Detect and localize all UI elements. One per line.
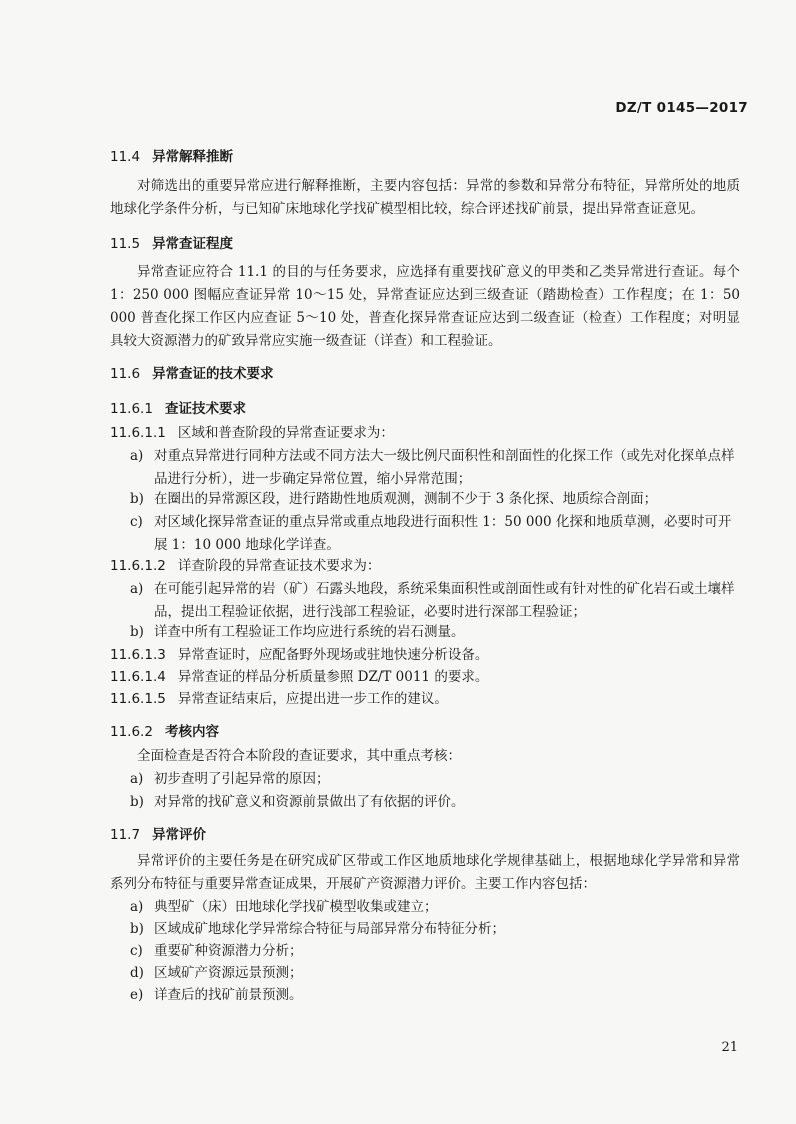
section-heading-11-7: [110, 823, 206, 843]
list-item: [130, 791, 742, 814]
list-marker: d): [130, 965, 144, 981]
list-item: [130, 918, 742, 941]
clause-number: 11.6.1.5: [110, 691, 166, 707]
clause-11-6-1-1: [110, 422, 742, 445]
list-item-text: 区域成矿地球化学异常综合特征与局部异常分布特征分析；: [154, 921, 505, 937]
section-number: 11.4: [110, 149, 141, 165]
section-title: 异常查证的技术要求: [152, 366, 274, 382]
section-title: 考核内容: [164, 724, 219, 740]
list-item-text: 在可能引起异常的岩（矿）石露头地段，系统采集面积性或剖面性或有针对性的矿化岩石或土壤样品，提出工程验证依据，进行浅部工程验证，必要时进行深部工程验证；: [154, 581, 735, 620]
section-heading-11-5: [110, 232, 233, 252]
section-11-7-paragraph: 异常评价的主要任务是在研究成矿区带或工作区地质地球化学规律基础上，根据地球化学异常和异常系列分布特征与重要异常查证成果，开展矿产资源潜力评价。主要工作内容包括：: [110, 853, 740, 892]
section-title: 查证技术要求: [164, 401, 246, 417]
list-item-text: 初步查明了引起异常的原因；: [154, 771, 330, 787]
list-item-text: 对异常的找矿意义和资源前景做出了有依据的评价。: [154, 794, 465, 810]
clause-number: 11.6.1.4: [110, 669, 166, 685]
section-heading-11-6: [110, 362, 274, 382]
list-item: [130, 984, 742, 1007]
clause-11-6-1-3: [110, 644, 742, 667]
list-marker: a): [130, 899, 144, 915]
list-item: [130, 940, 742, 963]
list-item: [130, 896, 742, 919]
list-marker: b): [130, 491, 144, 507]
section-11-4-paragraph: 对筛选出的重要异常应进行解释推断，主要内容包括：异常的参数和异常分布特征，异常所处的地质地球化学条件分析，与已知矿床地球化学找矿模型相比较，综合评述找矿前景，提出异常查证意见。: [110, 178, 740, 217]
list-item-text: 典型矿（床）田地球化学找矿模型收集或建立；: [154, 899, 438, 915]
list-marker: c): [130, 514, 143, 530]
section-11-6-2-intro: 全面检查是否符合本阶段的查证要求，其中重点考核：: [137, 748, 461, 764]
list-item-text: 对区域化探异常查证的重点异常或重点地段进行面积性 1：50 000 化探和地质草测，必要时可开展 1：10 000 地球化学详查。: [154, 514, 732, 553]
section-title: 异常查证程度: [152, 236, 234, 252]
list-item-text: 在圈出的异常源区段，进行踏勘性地质观测，测制不少于 3 条化探、地质综合剖面；: [154, 491, 658, 507]
section-number: 11.6.2: [110, 724, 153, 740]
list-item: [130, 621, 742, 644]
section-title: 异常解释推断: [152, 149, 234, 165]
section-heading-11-6-1: [110, 397, 246, 417]
clause-text: 区域和普查阶段的异常查证要求为：: [177, 425, 394, 441]
list-item-text: 详查后的找矿前景预测。: [154, 987, 303, 1003]
section-number: 11.7: [110, 827, 141, 843]
page-number: 21: [721, 1040, 738, 1055]
clause-11-6-1-2: [110, 555, 742, 578]
section-number: 11.5: [110, 236, 141, 252]
section-title: 异常评价: [152, 827, 207, 843]
clause-number: 11.6.1.3: [110, 647, 166, 663]
clause-text: 详查阶段的异常查证技术要求为：: [177, 558, 381, 574]
list-marker: a): [130, 581, 144, 597]
list-marker: c): [130, 943, 143, 959]
list-item: [130, 768, 742, 791]
clause-text: 异常查证时，应配备野外现场或驻地快速分析设备。: [177, 647, 489, 663]
clause-11-6-1-5: [110, 688, 742, 711]
section-number: 11.6: [110, 366, 141, 382]
list-marker: a): [130, 448, 144, 464]
list-item-text: 详查中所有工程验证工作均应进行系统的岩石测量。: [154, 624, 465, 640]
list-item-text: 对重点异常进行同种方法或不同方法大一级比例尺面积性和剖面性的化探工作（或先对化探单点样品进行分析），进一步确定异常位置，缩小异常范围；: [154, 448, 735, 487]
list-item: [130, 488, 742, 511]
list-marker: b): [130, 921, 144, 937]
list-item: [130, 578, 742, 624]
list-item-text: 区域矿产资源远景预测；: [154, 965, 303, 981]
section-heading-11-6-2: [110, 720, 219, 740]
list-marker: a): [130, 771, 144, 787]
section-number: 11.6.1: [110, 401, 153, 417]
clause-number: 11.6.1.1: [110, 425, 166, 441]
clause-11-6-1-4: [110, 666, 742, 689]
section-heading-11-4: [110, 145, 233, 165]
clause-number: 11.6.1.2: [110, 558, 166, 574]
clause-text: 异常查证的样品分析质量参照 DZ/T 0011 的要求。: [177, 669, 489, 685]
list-marker: b): [130, 794, 144, 810]
list-marker: b): [130, 624, 144, 640]
list-item: [130, 511, 742, 557]
section-11-5-paragraph: 异常查证应符合 11.1 的目的与任务要求，应选择有重要找矿意义的甲类和乙类异常进行查证。每个 1：250 000 图幅应查证异常 10～15 处，异常查证应达到三级查证（踏勘检查）工作程度；在 1：50 000 普查化探工作区内应查证 5～10 处，普查化探异常查证应达到二级查证（检查）工作程度；对明显具较大资源潜力的矿致异常应实施一级查证（详查）和工程验证。: [110, 264, 740, 349]
list-item: [130, 445, 742, 491]
list-item: [130, 962, 742, 985]
list-item-text: 重要矿种资源潜力分析；: [154, 943, 303, 959]
standard-code: DZ/T 0145—2017: [615, 100, 748, 116]
clause-text: 异常查证结束后，应提出进一步工作的建议。: [177, 691, 448, 707]
list-marker: e): [130, 987, 144, 1003]
